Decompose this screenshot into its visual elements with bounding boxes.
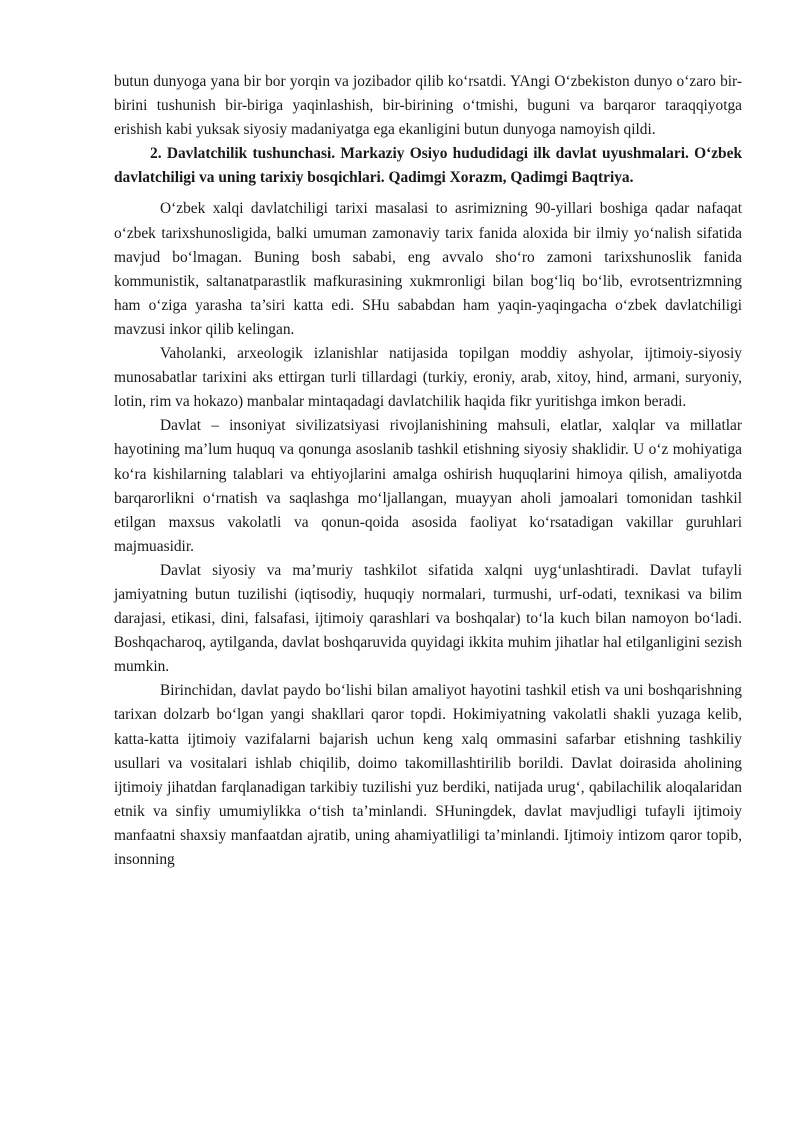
intro-paragraph: butun dunyoga yana bir bor yorqin va jozibador qilib ko‘rsatdi. YAngi O‘zbekiston dunyo o‘zaro bir-birini tushunish bir-biriga yaqinlashish, bir-birining o‘tmishi, buguni va barqaror taraqqiyotga erishish kabi yuksak siyosiy madaniyatga ega ekanligini butun dunyoga namoyish qildi. xyxy=(114,73,742,139)
document-page xyxy=(114,70,742,872)
section-heading: 2. Davlatchilik tushunchasi. Markaziy Osiyo hududidagi ilk davlat uyushmalari. O‘zbek davlatchiligi va uning tarixiy bosqichlari. Qadimgi Xorazm, Qadimgi Baqtriya. xyxy=(114,145,742,187)
body-paragraph-3: Davlat – insoniyat sivilizatsiyasi rivojlanishining mahsuli, elatlar, xalqlar va millatlar hayotining ma’lum huquq va qonunga asoslanib tashkil etishning siyosiy shaklidir. U o‘z mohiyatiga ko‘ra kishilarning talablari va ehtiyojlarini amalga oshirish huquqlarini himoya qilish, amaliyotda barqarorlikni o‘rnatish va saqlashga mo‘ljallangan, muayyan aholi jamoalari tomonidan tashkil etilgan maxsus vakolatli va qonun-qoida asosida faoliyat ko‘rsatadigan vakillar guruhlari majmuasidir. xyxy=(114,417,742,555)
body-paragraph-2: Vaholanki, arxeologik izlanishlar natijasida topilgan moddiy ashyolar, ijtimoiy-siyosiy munosabatlar tarixini aks ettirgan turli tillardagi (turkiy, eroniy, arab, xitoy, hind, armani, suryoniy, lotin, rim va hokazo) manbalar mintaqadagi davlatchilik haqida fikr yuritishga imkon beradi. xyxy=(114,345,742,411)
body-paragraph-1: O‘zbek xalqi davlatchiligi tarixi masalasi to asrimizning 90-yillari boshiga qadar nafaqat o‘zbek tarixshunosligida, balki umuman zamonaviy tarix fanida aloxida bir ilmiy yo‘nalish sifatida mavjud bo‘lmagan. Buning bosh sababi, eng avvalo sho‘ro zamoni tarixshunoslik fanida kommunistik, saltanatparastlik mafkurasining xukmronligi bilan bog‘liq bo‘lib, evrotsentrizmning ham o‘ziga yarasha ta’siri katta edi. SHu sababdan ham yaqin-yaqingacha o‘zbek davlatchiligi mavzusi inkor qilib kelingan. xyxy=(114,200,742,338)
body-paragraph-5: Birinchidan, davlat paydo bo‘lishi bilan amaliyot hayotini tashkil etish va uni boshqarishning tarixan dolzarb bo‘lgan yangi shakllari qaror topdi. Hokimiyatning vakolatli shakli yuzaga kelib, katta-katta ijtimoiy vazifalarni bajarish uchun keng xalq ommasini safarbar etishning tashkiliy usullari va vositalari ishlab chiqilib, doimo takomillashtirilib borildi. Davlat doirasida aholining ijtimoiy jihatdan farqlanadigan tarkibiy tuzilishi yuz berdiki, natijada urug‘, qabilachilik aloqalaridan etnik va sinfiy umumiylikka o‘tish ta’minlandi. SHuningdek, davlat mavjudligi tufayli ijtimoiy manfaatni shaxsiy manfaatdan ajratib, uning ahamiyatliligi ta’minlandi. Ijtimoiy intizom qaror topib, insonning xyxy=(114,682,742,868)
body-paragraph-4: Davlat siyosiy va ma’muriy tashkilot sifatida xalqni uyg‘unlashtiradi. Davlat tufayli jamiyatning butun tuzilishi (iqtisodiy, huquqiy normalari, turmushi, urf-odati, texnikasi va bilim darajasi, etikasi, dini, falsafasi, ijtimoiy qarashlari va boshqalar) to‘la kuch bilan namoyon bo‘ladi. Boshqacharoq, aytilganda, davlat boshqaruvida quyidagi ikkita muhim jihatlar hal etilganligini sezish mumkin. xyxy=(114,561,742,676)
